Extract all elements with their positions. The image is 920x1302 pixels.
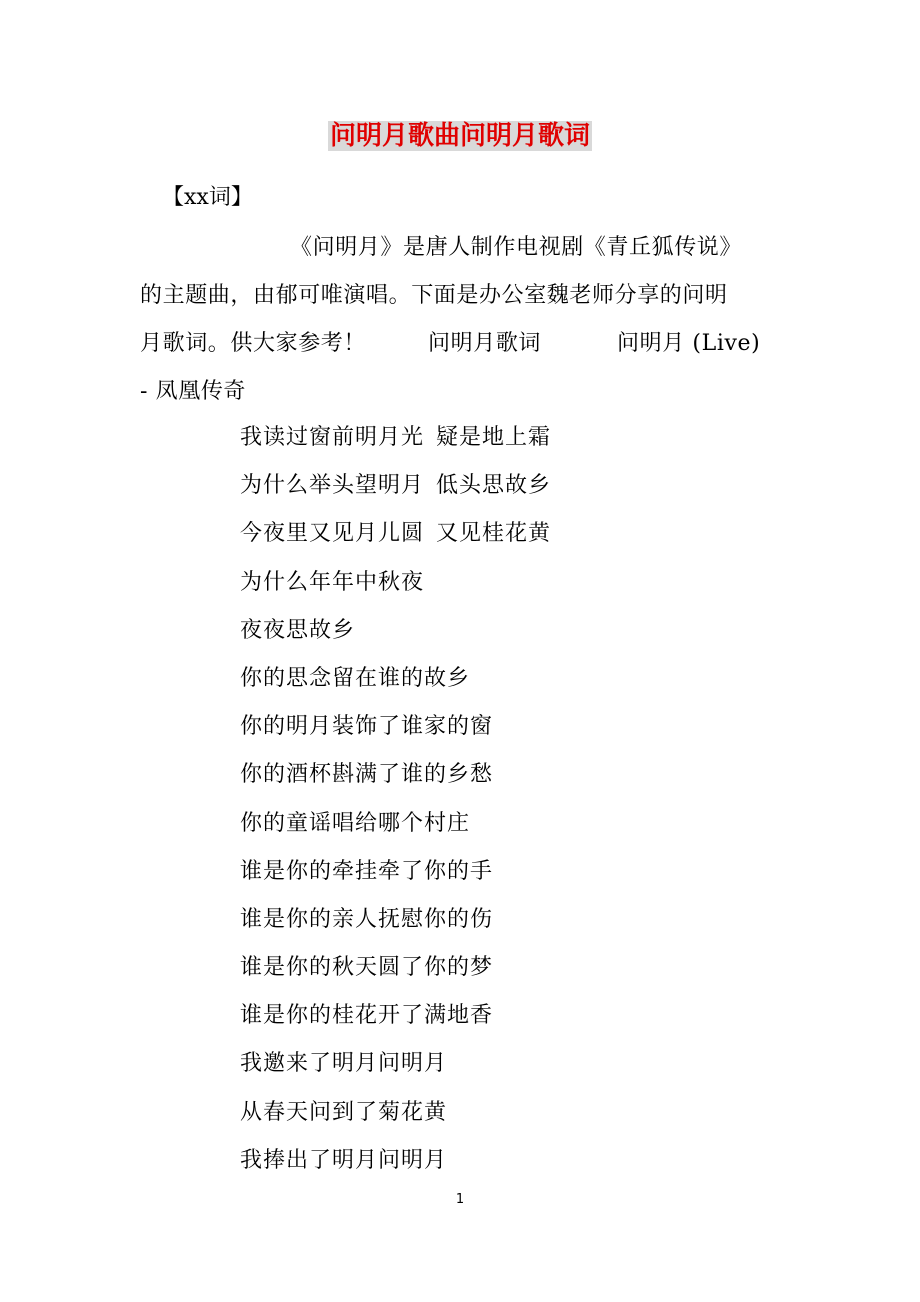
lyric-text: 我邀来了明月问明月 xyxy=(240,1051,448,1077)
lyric-text: 谁是你的亲人抚慰你的伤 xyxy=(240,906,494,932)
intro-line-4: - 凤凰传奇 xyxy=(140,379,247,404)
lyric-text-second: 又见桂花黄 xyxy=(436,521,552,547)
lyric-text: 从春天问到了菊花黄 xyxy=(240,1099,448,1125)
intro-line-3 xyxy=(140,320,790,368)
page-number: 1 xyxy=(455,1192,465,1207)
lyric-text: 为什么年年中秋夜 xyxy=(240,569,425,595)
lyric-text: 你的酒杯斟满了谁的乡愁 xyxy=(240,762,494,788)
lyric-text: 谁是你的秋天圆了你的梦 xyxy=(240,955,494,981)
lyric-text: 为什么举头望明月 xyxy=(240,473,425,499)
intro-line-2: 的主题曲，由郁可唯演唱。下面是办公室魏老师分享的问明 xyxy=(140,283,728,308)
lyric-line xyxy=(240,848,551,896)
lyric-line xyxy=(240,992,551,1040)
lyric-text: 今夜里又见月儿圆 xyxy=(240,521,425,547)
title-text: 问明月歌曲问明月歌词 xyxy=(329,121,590,151)
lyrics-heading: 问明月歌词 xyxy=(428,331,542,356)
intro-line-1: 《问明月》是唐人制作电视剧《青丘狐传说》 xyxy=(290,235,743,260)
lyric-line xyxy=(240,896,551,944)
lyric-line xyxy=(240,751,551,799)
lyric-text: 谁是你的桂花开了满地香 xyxy=(240,1003,494,1029)
lyric-text: 你的明月装饰了谁家的窗 xyxy=(240,714,494,740)
lyric-line xyxy=(240,1137,551,1185)
intro-paragraph xyxy=(140,224,790,416)
lyric-text: 谁是你的牵挂牵了你的手 xyxy=(240,858,494,884)
lyric-line xyxy=(240,655,551,703)
lyric-text: 我读过窗前明月光 xyxy=(240,425,425,450)
lyric-line xyxy=(240,703,551,751)
lyric-line xyxy=(240,607,551,655)
lyric-line xyxy=(240,510,551,558)
document-title xyxy=(0,114,920,158)
lyric-line xyxy=(240,559,551,607)
lyric-text: 我捧出了明月问明月 xyxy=(240,1147,448,1173)
lyrics-block xyxy=(240,414,551,1185)
lyric-line xyxy=(240,414,551,462)
lyric-line xyxy=(240,944,551,992)
lyric-text: 夜夜思故乡 xyxy=(240,617,356,643)
intro-line-3-text: 月歌词。供大家参考！ xyxy=(140,331,367,356)
author-tag: 【xx词】 xyxy=(162,185,253,210)
lyric-line xyxy=(240,1089,551,1137)
song-version: 问明月 (Live) xyxy=(617,331,761,356)
lyric-text-second: 低头思故乡 xyxy=(436,473,552,499)
lyric-text-second: 疑是地上霜 xyxy=(436,425,552,450)
lyric-line xyxy=(240,1040,551,1088)
lyric-text: 你的童谣唱给哪个村庄 xyxy=(240,810,471,836)
lyric-text: 你的思念留在谁的故乡 xyxy=(240,665,471,691)
lyric-line xyxy=(240,800,551,848)
lyric-line xyxy=(240,462,551,510)
